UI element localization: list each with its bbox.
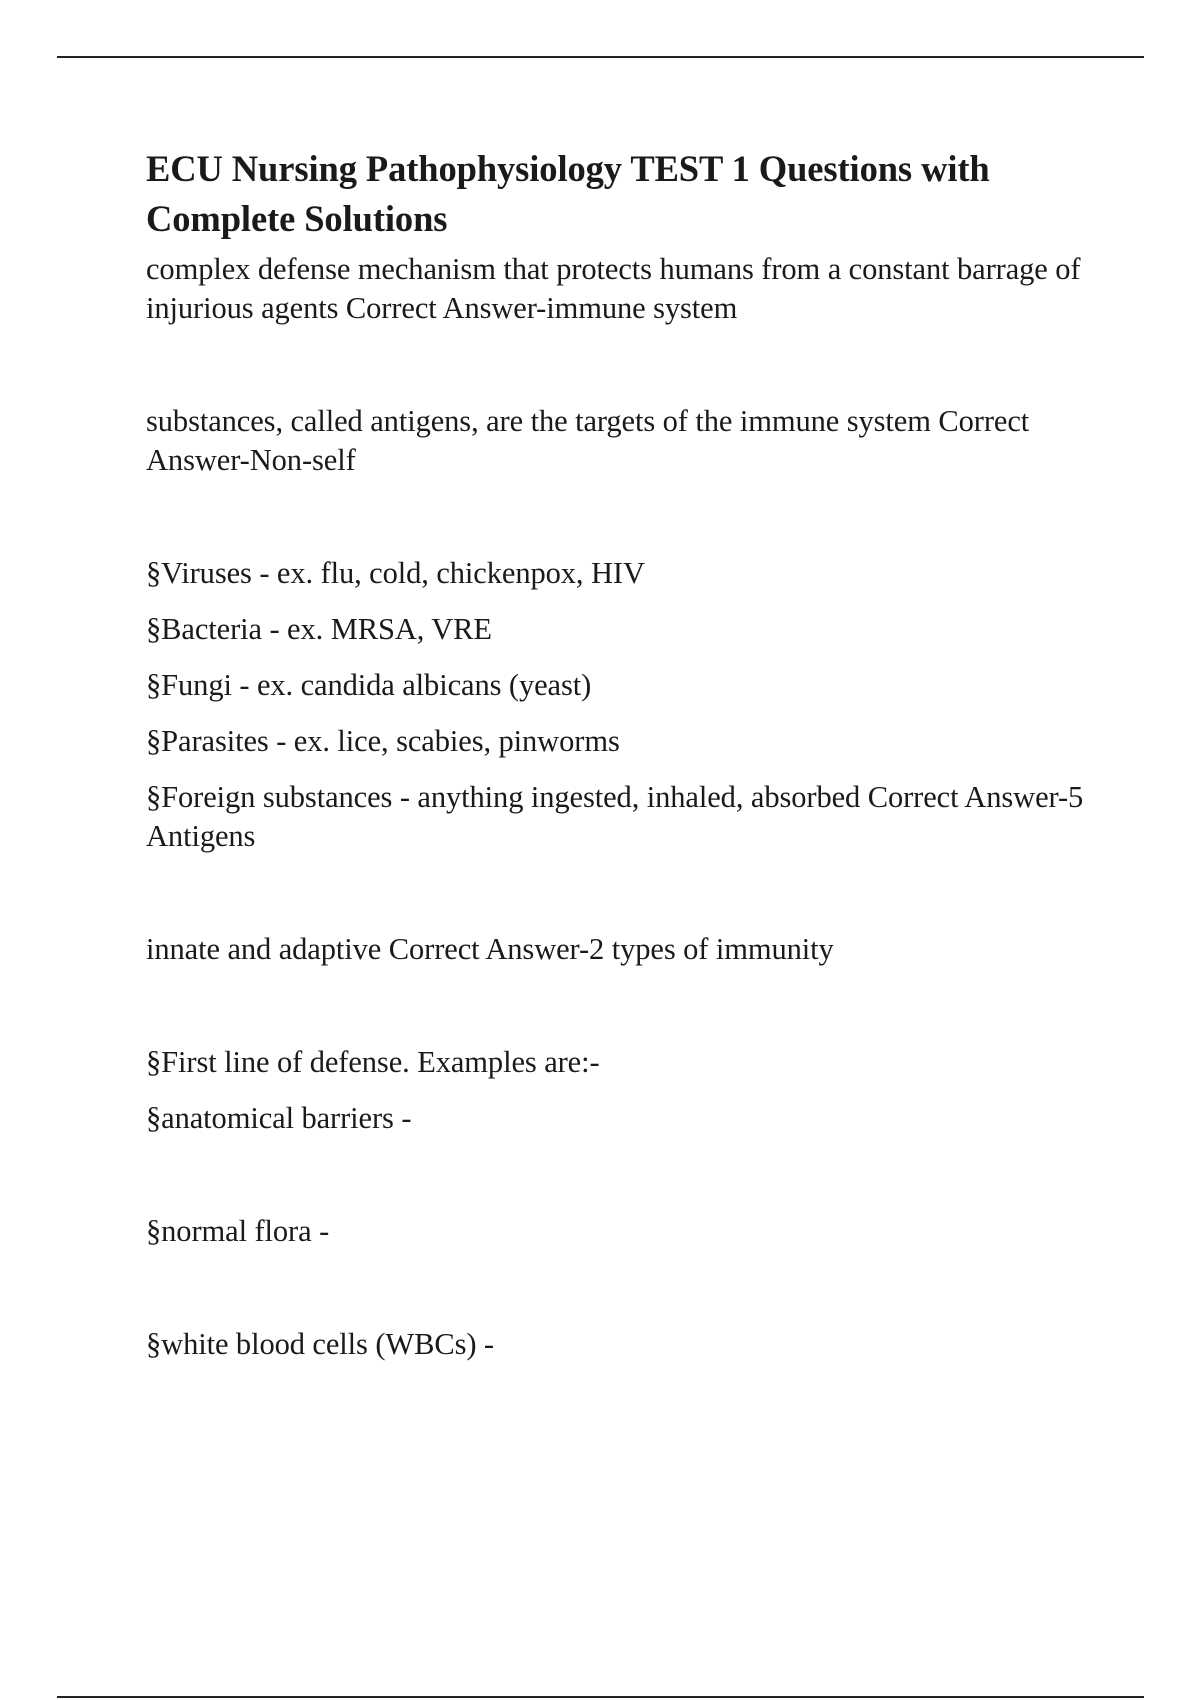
- list-item: §Bacteria - ex. MRSA, VRE: [146, 612, 492, 646]
- list-item: §First line of defense. Examples are:-: [146, 1045, 600, 1079]
- list-item: §Fungi - ex. candida albicans (yeast): [146, 668, 592, 702]
- paragraph: innate and adaptive Correct Answer-2 types of immunity: [146, 932, 834, 966]
- list-item: §Parasites - ex. lice, scabies, pinworms: [146, 724, 620, 758]
- bottom-rule: [57, 1696, 1144, 1698]
- list-item: §anatomical barriers -: [146, 1101, 412, 1135]
- list-item: §Foreign substances - anything ingested, inhaled, absorbed Correct Answer-5 Antigens: [146, 780, 1084, 853]
- list-item: §Viruses - ex. flu, cold, chickenpox, HIV: [146, 556, 645, 590]
- top-rule: [57, 56, 1144, 58]
- document-body: [146, 144, 1106, 1364]
- list-item: §normal flora -: [146, 1214, 330, 1248]
- document-title: ECU Nursing Pathophysiology TEST 1 Questions with Complete Solutions: [146, 148, 990, 239]
- paragraph: complex defense mechanism that protects humans from a constant barrage of injurious agents Correct Answer-immune system: [146, 252, 1081, 325]
- list-item: §white blood cells (WBCs) -: [146, 1327, 494, 1361]
- paragraph: substances, called antigens, are the targets of the immune system Correct Answer-Non-self: [146, 404, 1030, 477]
